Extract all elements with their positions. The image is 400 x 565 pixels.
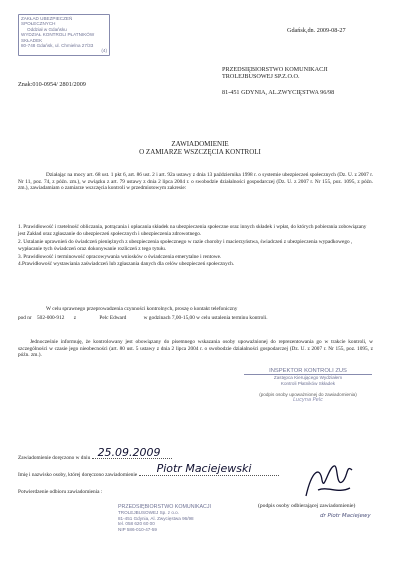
company-stamp-line: TROLEJBUSOWEJ Sp. z o.o. [118, 510, 180, 516]
contact-hours: w godzinach 7,00-15,00 w celu ustalenia terminu kontroli. [143, 314, 268, 321]
delivery-name-value: Piotr Maciejewski [156, 462, 252, 475]
scope-item: 1. Prawidłowość i rzetelność obliczania, potrącania i opłacania składek na ubezpieczenia społeczne oraz innych składek i wpłat, do których pobierania zobowiązany jest Zakład oraz zgłaszanie do ubezpieczeń społecznych i ubezpieczenia zdrowotnego. [18, 224, 367, 237]
scope-item: 3. Prawidłowość i terminowość opracowywania wniosków o świadczenia emerytalne i rentowe. [18, 254, 222, 261]
company-stamp [118, 505, 220, 532]
stamp-line: 80-748 Gdańsk, ul. Chmielna 27/33 [21, 43, 94, 49]
zus-office-stamp [18, 14, 110, 56]
inspector-line: Zastępca Kierującego Wydziałem [273, 375, 343, 381]
title-line: O ZAMIARZE WSZCZĘCIA KONTROLI [139, 148, 261, 157]
receiver-signature-icon [298, 460, 358, 504]
place-date: Gdańsk,dn. 2009-08-27 [287, 27, 346, 34]
inspector-title: INSPEKTOR KONTROLI ZUS [244, 369, 372, 375]
confirmation-label: Potwierdzenie odbioru zawiadomienia : [18, 489, 103, 495]
receiver-signature-caption: (podpis osoby odbierającej zawiadomienie) [258, 503, 356, 509]
inspector-signature: Lucyna Pelc [293, 396, 323, 403]
contact-intro: W celu sprawnego przeprowadzenia czynności kontrolnych, proszę o kontakt telefoniczny [46, 306, 238, 312]
company-stamp-line: 81-451 Gdynia, Al. Zwycięstwa 96/98 [118, 515, 194, 521]
contact-details [18, 315, 378, 322]
person-separator: z [73, 314, 77, 321]
scope-list [18, 224, 373, 268]
delivery-date-value: 25.09.2009 [97, 446, 161, 459]
recipient-address [222, 66, 392, 96]
contact-person: Pelc Edward [99, 314, 127, 321]
title-line: ZAWIADOMIENIE [171, 140, 229, 148]
stamp-line: Oddział w Gdańsku [27, 26, 67, 32]
inspector-stamp [244, 369, 372, 403]
stamp-line: ZAKŁAD UBEZPIECZEŃ SPOŁECZNYCH [21, 16, 73, 27]
recipient-line: PRZEDSIĘBIORSTWO KOMUNIKACJI [222, 66, 328, 73]
receiver-signature-name: dr Piotr Maciejewy [320, 513, 371, 519]
pod-nr-label: pod nr [18, 314, 32, 321]
inspector-line: Kontroli Płatników Składek [280, 380, 336, 386]
company-stamp-line: tel. 058 620 60 00 [118, 521, 155, 527]
delivery-date-label: Zawiadomienie doręczono w dniu [18, 455, 91, 461]
recipient-line: TROLEJBUSOWEJ SP.Z.O.O. [222, 73, 300, 81]
phone-number: 502-000-912 [37, 314, 65, 321]
representation-notice: Jednocześnie informuję, że kontrolowany jest obowiązany do pisemnego wskazania osoby upoważnionej do reprezentowania go w trakcie kontroli, w szczególności w czasie jego nieobecności (art. 80 ust. 5 ustawy z dnia 2 lipca 2004 r. o swobodzie działalności gospodarczej (Dz. U. z 2007 r. Nr 155, poz. 1095, z późn. zm.). [18, 339, 373, 359]
scope-item: 2. Ustalanie uprawnień do świadczeń pieniężnych z ubezpieczenia społecznego w razie choroby i macierzyństwa, świadczeń z ubezpieczenia wypadkowego , wypłacanie tych świadczeń oraz dokonywanie rozliczeń z tego tytułu. [18, 239, 353, 252]
document-title [60, 140, 340, 157]
stamp-line: (4) [101, 48, 107, 54]
stamp-line: WYDZIAŁ KONTROLI PŁATNIKÓW SKŁADEK [21, 32, 95, 43]
company-stamp-line: PRZEDSIĘBIORSTWO KOMUNIKACJI [118, 504, 211, 510]
intro-paragraph: Działając na mocy art. 68 ust. 1 pkt 6, art. 86 ust. 2 i art. 92a ustawy z dnia 13 października 1998 r. o systemie ubezpieczeń społecznych (Dz. U. z 2007 r. Nr 11, poz. 74, z późn. zm.), w związku z art. 79 ustawy z dnia 2 lipca 2004 r. o swobodzie działalności gospodarczej (Dz. U. z 2007 r. Nr 155, poz. 1095, z późn. zm.), zawiadamiam o zamiarze wszczęcia kontroli w przedmiotowym zakresie: [18, 172, 373, 192]
inspector-caption: (podpis osoby upoważnionej do zawiadomienia) [259, 392, 357, 398]
contact-paragraph [18, 306, 378, 321]
delivery-name-field [139, 462, 279, 476]
company-stamp-line: NIP 586-010-47-59 [118, 526, 157, 532]
delivery-date-field [92, 446, 172, 459]
recipient-line: 81-451 GDYNIA, AL.ZWYCIĘSTWA 96/98 [222, 88, 335, 96]
reference-number: Znak:010-0954/ 2801/2009 [18, 81, 86, 88]
delivery-name-label: Imię i nazwisko osoby, której doręczono zawiadomienie [18, 472, 138, 478]
scope-item: 4.Prawidłowość wystawiania zaświadczeń lub zgłaszania danych dla celów ubezpieczeń społecznych. [18, 260, 235, 267]
